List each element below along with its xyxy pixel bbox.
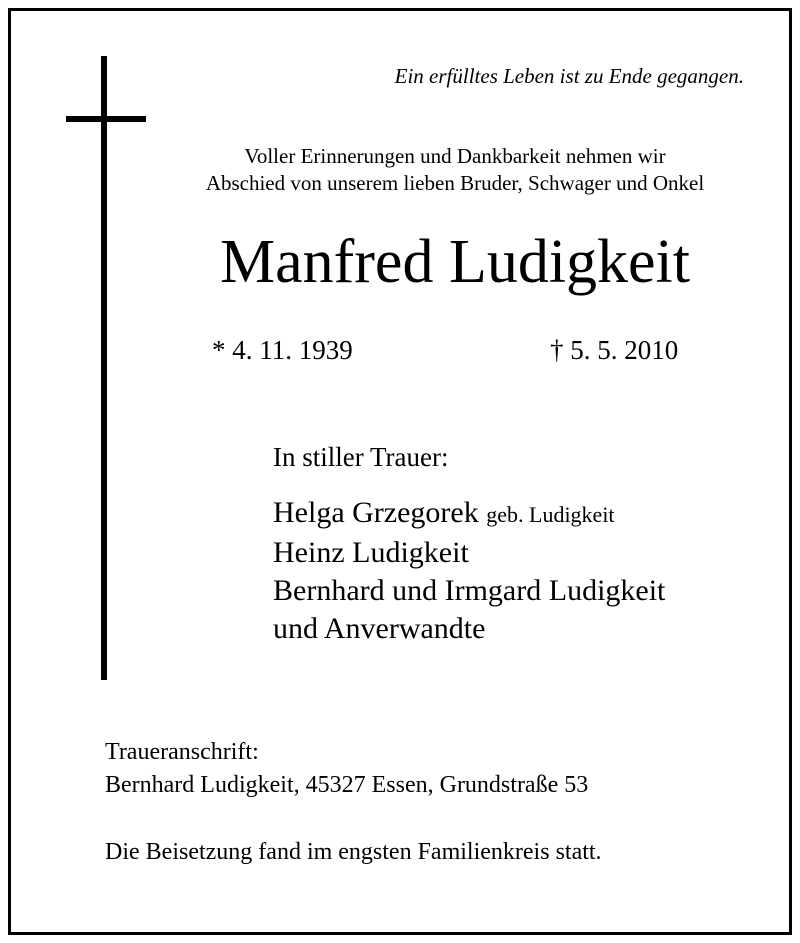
mourning-address	[105, 736, 588, 802]
birth-star-icon: *	[212, 335, 226, 365]
birth-date: 4. 11. 1939	[232, 335, 353, 365]
intro-line: Abschied von unserem lieben Bruder, Schwager und Onkel	[205, 171, 705, 195]
cross-icon-vertical-bar	[101, 56, 107, 680]
mourner-name: und Anverwandte	[273, 612, 486, 645]
motto: Ein erfülltes Leben ist zu Ende gegangen.	[394, 64, 744, 88]
mourner-item	[273, 572, 665, 610]
deceased-name: Manfred Ludigkeit	[219, 228, 691, 296]
cross-icon-horizontal-bar	[66, 116, 146, 122]
mourners-list	[273, 494, 665, 648]
mourning-title: In stiller Trauer:	[273, 442, 449, 472]
mourner-name: Bernhard und Irmgard Ludigkeit	[273, 574, 666, 607]
mourner-name: Heinz Ludigkeit	[273, 536, 469, 569]
mourner-item	[273, 610, 665, 648]
birth-date-line	[212, 335, 353, 366]
death-date: 5. 5. 2010	[570, 335, 679, 365]
mourner-item	[273, 534, 665, 572]
mourner-name: Helga Grzegorek	[273, 496, 479, 529]
intro-text	[150, 143, 760, 197]
death-dagger-icon: †	[550, 335, 564, 365]
death-date-line	[550, 335, 678, 366]
mourner-suffix: geb. Ludigkeit	[486, 502, 615, 527]
address-text: Bernhard Ludigkeit, 45327 Essen, Grundstraße 53	[105, 772, 589, 798]
burial-note: Die Beisetzung fand im engsten Familienkreis statt.	[105, 839, 602, 865]
address-label: Traueranschrift:	[105, 739, 259, 765]
intro-line: Voller Erinnerungen und Dankbarkeit nehmen wir	[244, 144, 666, 168]
mourner-item	[273, 494, 665, 534]
